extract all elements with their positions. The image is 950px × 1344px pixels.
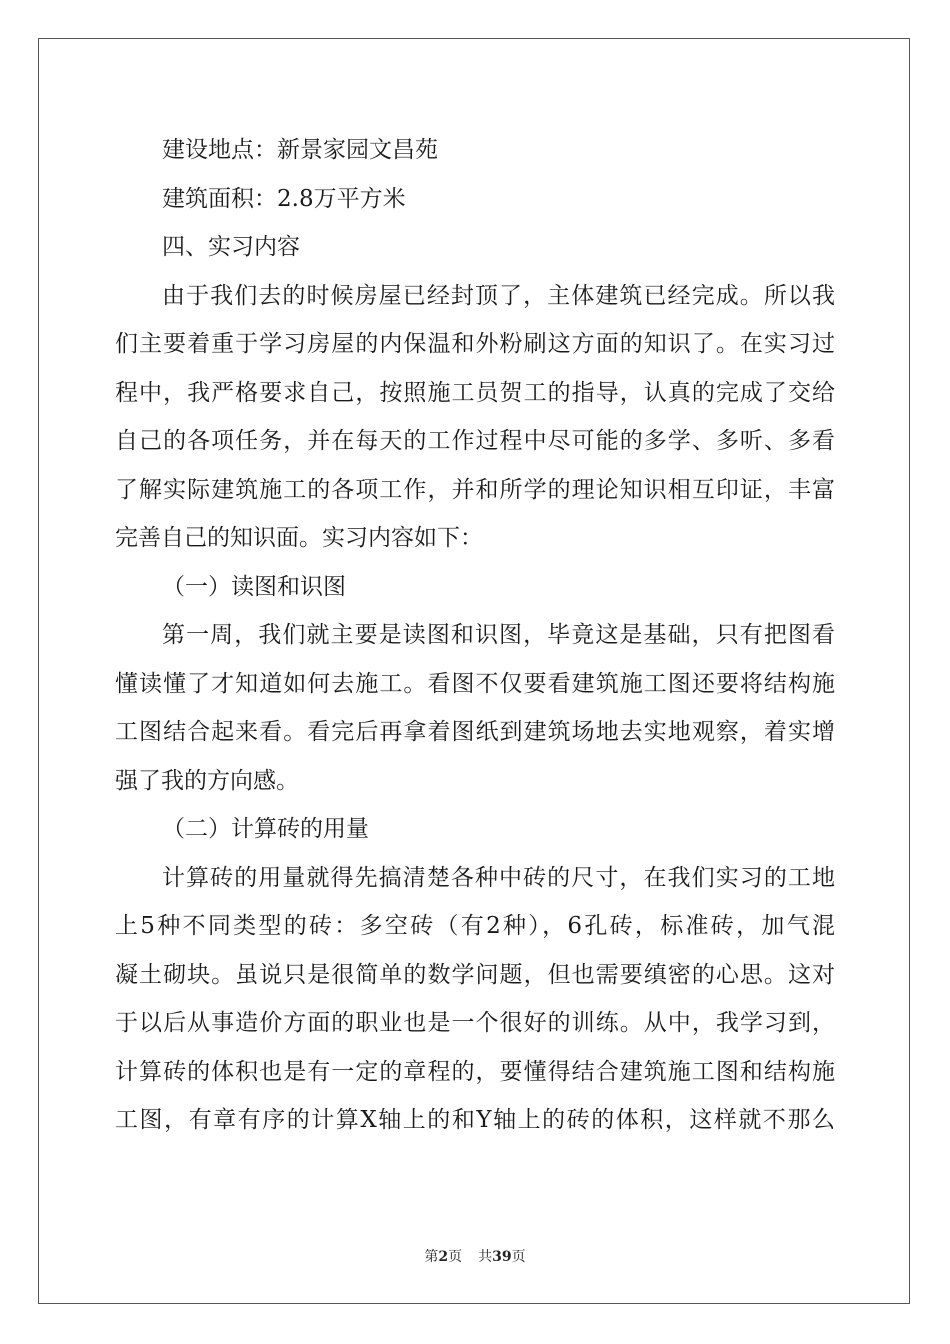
text-line: 由于我们去的时候房屋已经封顶了，主体建筑已经完成。所以我 (162, 282, 835, 309)
total-suffix: 页 (511, 1249, 526, 1265)
text-line: 了解实际建筑施工的各项工作，并和所学的理论知识相互印证，丰富 (115, 476, 835, 503)
page-number: 2 (438, 1249, 449, 1265)
section-heading: 四、实习内容 (162, 234, 300, 260)
page-footer (0, 1246, 950, 1266)
text-line: 第一周，我们就主要是读图和识图，毕竟这是基础，只有把图看 (162, 622, 835, 648)
text-line: 强了我的方向感。 (115, 767, 299, 794)
text-line: 工图，有章有序的计算X轴上的和Y轴上的砖的体积，这样就不那么 (115, 1107, 835, 1133)
subsection-heading: （二）计算砖的用量 (162, 816, 369, 842)
text-line: 完善自己的知识面。实习内容如下： (115, 525, 483, 551)
text-line: 自己的各项任务，并在每天的工作过程中尽可能的多学、多听、多看 (115, 428, 835, 454)
text-line: 们主要着重于学习房屋的内保温和外粉刷这方面的知识了。在实习过 (115, 331, 835, 357)
total-pages: 39 (492, 1249, 512, 1265)
text-line: 建筑面积：2.8万平方米 (162, 185, 406, 212)
text-line: 工图结合起来看。看完后再拿着图纸到建筑场地去实地观察，着实增 (115, 719, 835, 745)
subsection-heading: （一）读图和识图 (162, 573, 346, 600)
text-line: 建设地点：新景家园文昌苑 (162, 137, 438, 163)
text-line: 懂读懂了才知道如何去施工。看图不仅要看建筑施工图还要将结构施 (115, 670, 835, 697)
total-prefix: 共 (478, 1249, 493, 1265)
text-line: 凝土砌块。虽说只是很简单的数学问题，但也需要缜密的心思。这对 (115, 961, 835, 988)
text-line: 于以后从事造价方面的职业也是一个很好的训练。从中，我学习到， (115, 1010, 835, 1036)
page-prefix: 第 (424, 1249, 439, 1265)
document-body (115, 126, 835, 1145)
text-line: 上5种不同类型的砖：多空砖（有2种），6孔砖，标准砖，加气混 (115, 913, 835, 939)
page-suffix: 页 (448, 1249, 463, 1265)
text-line: 程中，我严格要求自己，按照施工员贺工的指导，认真的完成了交给 (115, 379, 835, 406)
text-line: 计算砖的用量就得先搞清楚各种中砖的尺寸，在我们实习的工地 (162, 864, 835, 891)
text-line: 计算砖的体积也是有一定的章程的，要懂得结合建筑施工图和结构施 (115, 1058, 835, 1085)
